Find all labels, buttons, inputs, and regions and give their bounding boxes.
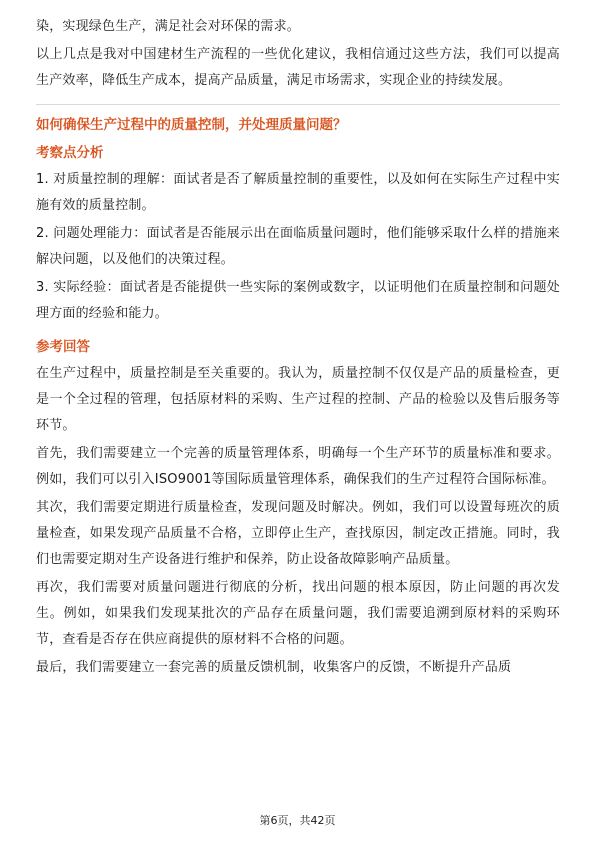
analysis-item-3: 3. 实际经验：面试者是否能提供一些实际的案例或数字，以证明他们在质量控制和问题处理方面的经验和能力。 (36, 280, 560, 321)
answer-paragraph-2: 首先，我们需要建立一个完善的质量管理体系，明确每一个生产环节的质量标准和要求。例如，我们可以引入ISO9001等国际质量管理体系，确保我们的生产过程符合国际标准。 (36, 446, 560, 487)
page-content (36, 14, 560, 683)
answer-paragraph-4: 再次，我们需要对质量问题进行彻底的分析，找出问题的根本原因，防止问题的再次发生。例如，如果我们发现某批次的产品存在质量问题，我们需要追溯到原材料的采购环节，查看是否存在供应商提供的原材料不合格的问题。 (36, 580, 560, 647)
answer-paragraph-1: 在生产过程中，质量控制是至关重要的。我认为，质量控制不仅仅是产品的质量检查，更是一个全过程的管理，包括原材料的采购、生产过程的控制、产品的检验以及售后服务等环节。 (36, 366, 560, 433)
answer-heading: 参考回答 (36, 339, 90, 355)
intro-paragraph-1: 染，实现绿色生产，满足社会对环保的需求。 (36, 19, 301, 34)
analysis-item-1: 1. 对质量控制的理解：面试者是否了解质量控制的重要性，以及如何在实际生产过程中实施有效的质量控制。 (36, 172, 560, 213)
intro-paragraph-2: 以上几点是我对中国建材生产流程的一些优化建议，我相信通过这些方法，我们可以提高生产效率，降低生产成本，提高产品质量，满足市场需求，实现企业的持续发展。 (36, 47, 560, 88)
analysis-item-2: 2. 问题处理能力：面试者是否能展示出在面临质量问题时，他们能够采取什么样的措施来解决问题，以及他们的决策过程。 (36, 226, 560, 267)
analysis-heading: 考察点分析 (36, 145, 104, 161)
answer-paragraph-5: 最后，我们需要建立一套完善的质量反馈机制，收集客户的反馈，不断提升产品质 (36, 660, 512, 675)
answer-paragraph-3: 其次，我们需要定期进行质量检查，发现问题及时解决。例如，我们可以设置每班次的质量检查，如果发现产品质量不合格，立即停止生产，查找原因，制定改正措施。同时，我们也需要定期对生产设备进行维护和保养，防止设备故障影响产品质量。 (36, 500, 560, 567)
question-heading: 如何确保生产过程中的质量控制，并处理质量问题？ (36, 117, 347, 133)
page-number-footer: 第6页，共42页 (259, 814, 336, 827)
section-divider (36, 104, 560, 105)
